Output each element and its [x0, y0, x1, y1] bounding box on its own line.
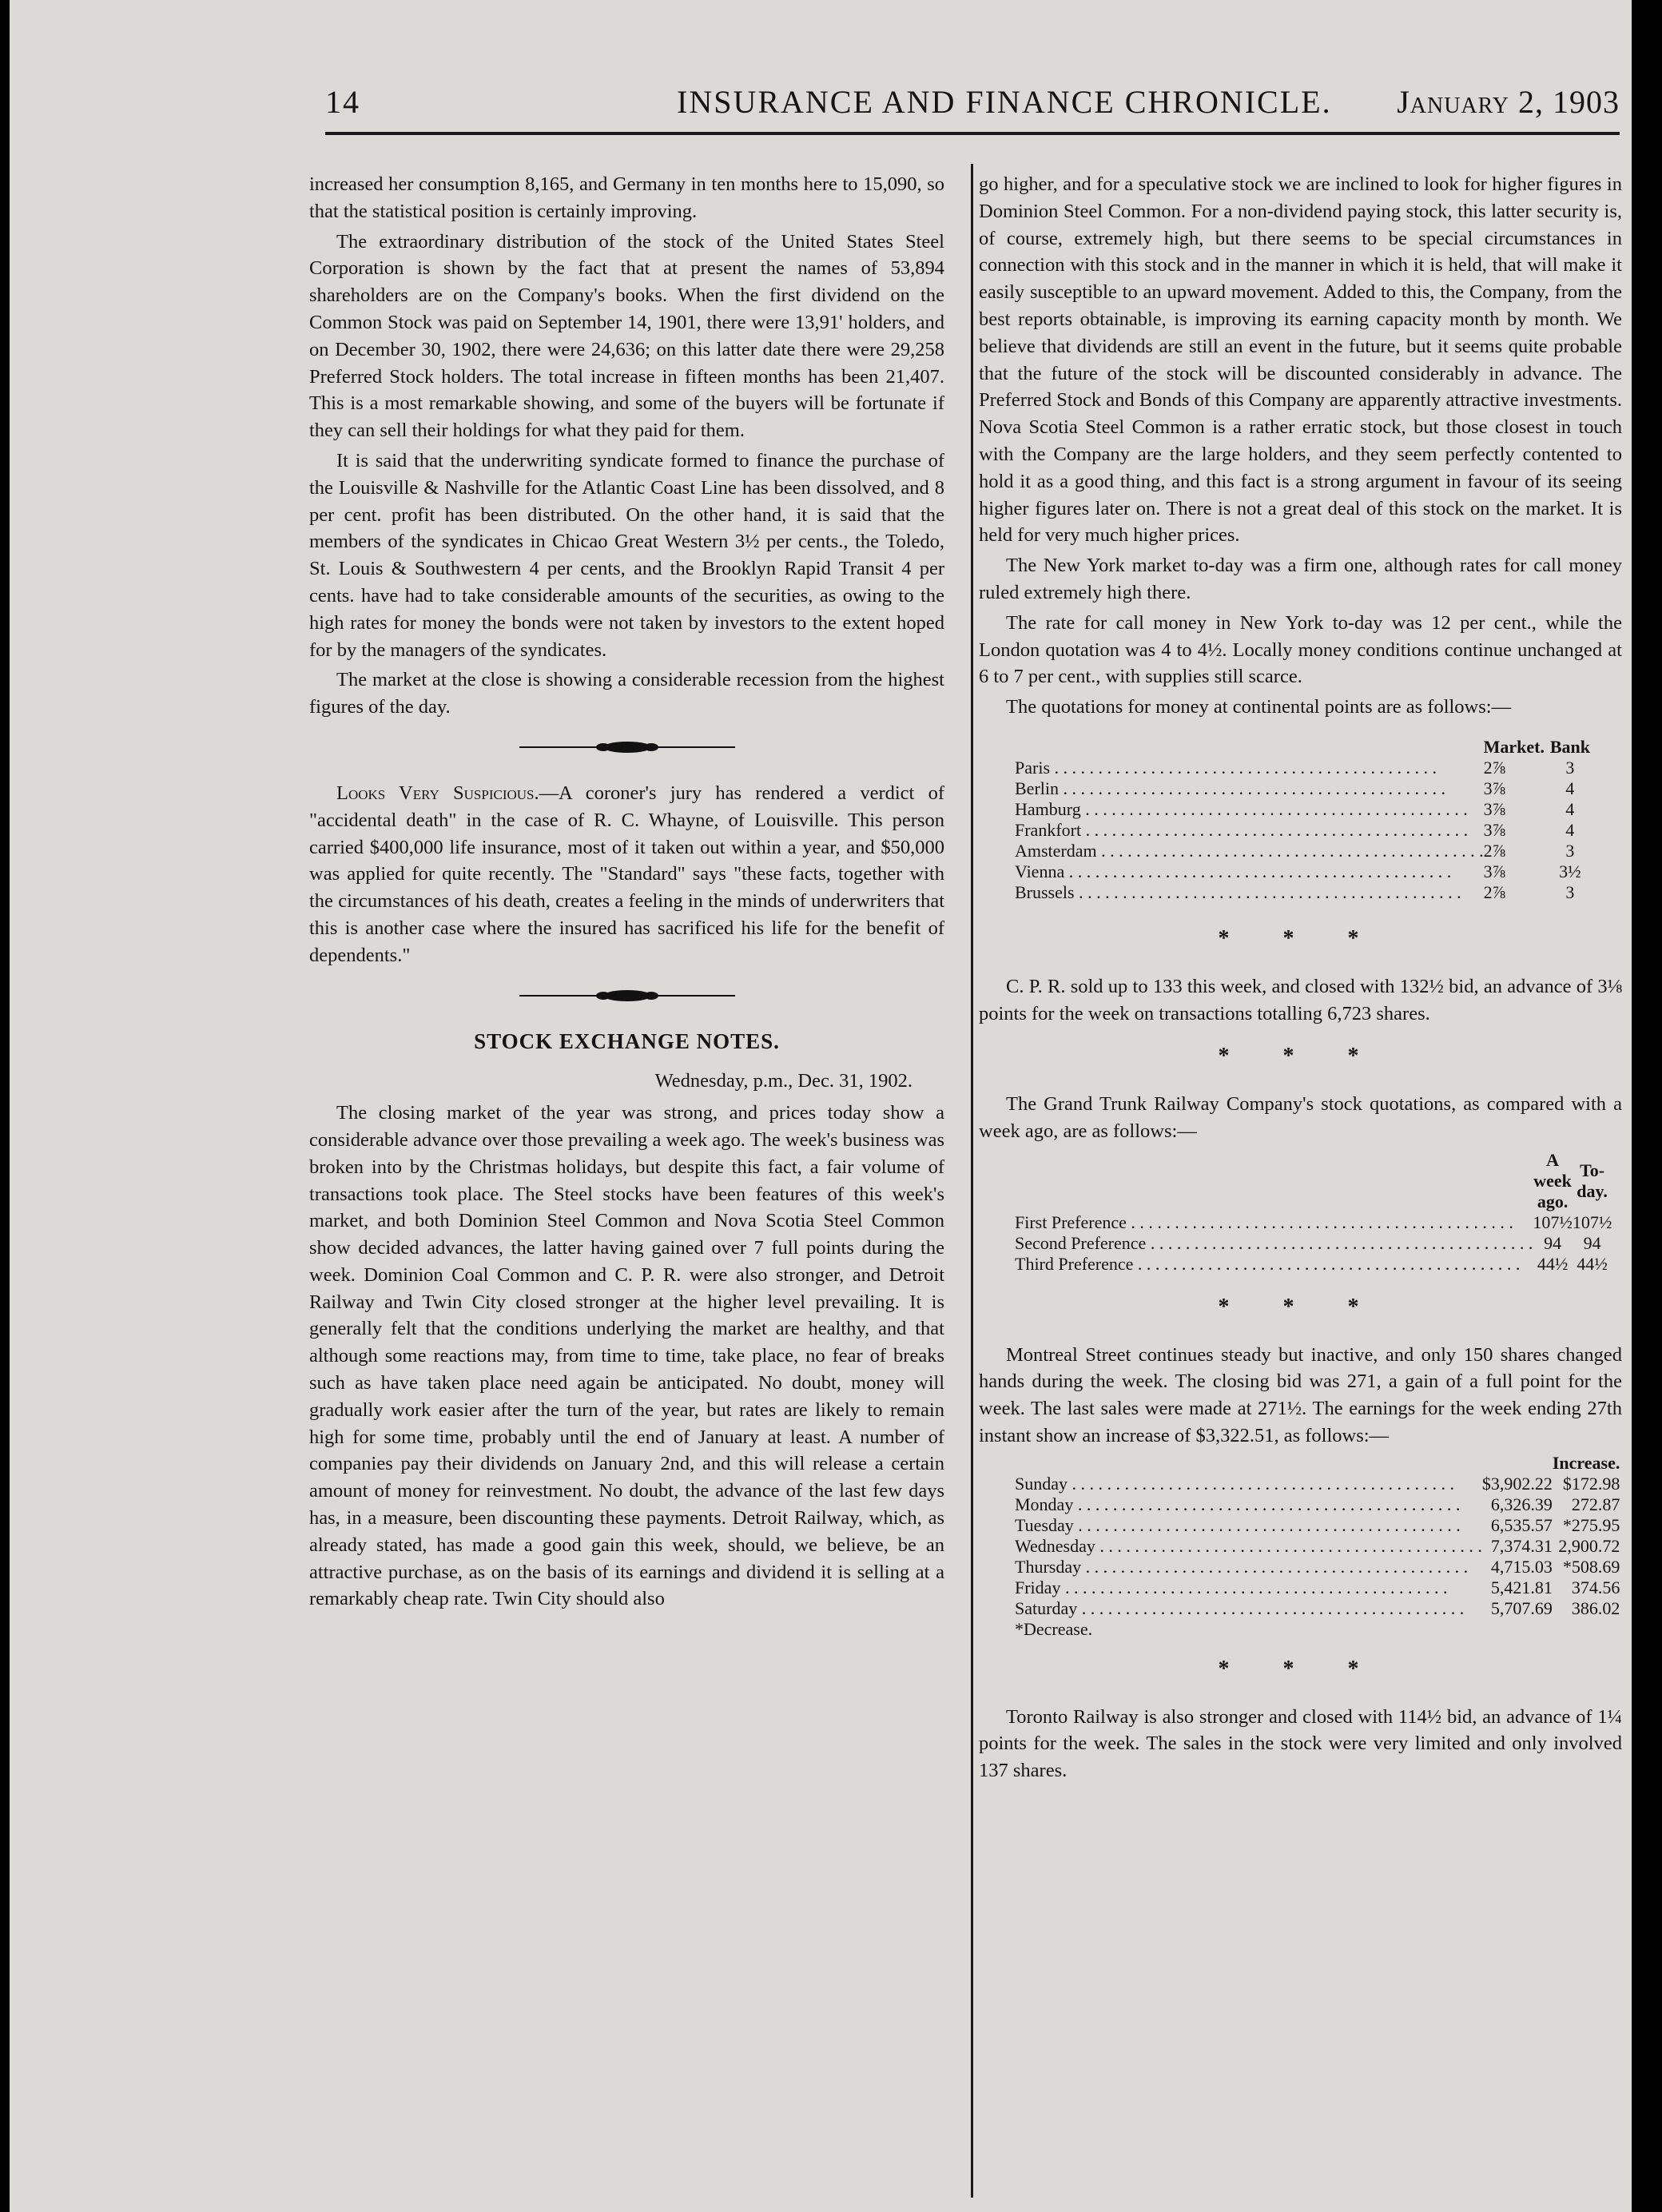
market-rate: 3⅞ [1483, 778, 1506, 798]
stock-name: First Preference . . . [1015, 1212, 1533, 1233]
bank-rate: 3 [1565, 881, 1575, 902]
place: Berlin . . . [1015, 778, 1484, 799]
table-row [1015, 1536, 1620, 1557]
item-body: —A coroner's jury has rendered a verdict of "accidental death" in the case of R. C. Whayne, of Louisville. This person carried $400,000 life insurance, most of it taken out within a year, and $50,000 was applied for quite recently. The "Standard" says "these facts, together with the circumstances of his death, creates a feeling in the minds of underwriters that this is another case where the insured has sacrificed his life for the benefit of dependents." [309, 782, 944, 966]
bank-rate: 3 [1565, 757, 1575, 778]
column-header: To-day. [1577, 1160, 1608, 1201]
bank-rate: 4 [1565, 798, 1575, 819]
table-row [1015, 758, 1590, 778]
earnings: 4,715.03 [1490, 1556, 1553, 1577]
market-rate: 3⅞ [1483, 798, 1506, 819]
paragraph: The market at the close is showing a considerable recession from the highest figures of the day. [309, 669, 944, 718]
increase: 2,900.72 [1558, 1535, 1620, 1556]
paragraph: Montreal Street continues steady but inactive, and only 150 shares changed hands during the week. The closing bid was 271, a gain of a full point for the week. The last sales were made at 271½. The earnings for the week ending 27th instant show an increase of $3,322.51, as follows:— [979, 1343, 1622, 1446]
week-ago-price: 94 [1544, 1232, 1562, 1253]
table-row [1015, 1254, 1612, 1275]
market-rate: 2⅞ [1483, 881, 1506, 902]
today-price: 44½ [1577, 1253, 1608, 1274]
table-row [1015, 820, 1590, 841]
paragraph: go higher, and for a speculative stock we are inclined to look for higher figures in Dominion Steel Common. For a non-dividend paying stock, this latter security is, of course, extremely high, but there seems to be special circumstances in connection with this stock and in the manner in which it is held, that will make it easily susceptible to an upward movement. Added to this, the Company, from the best reports obtainable, is improving its earning capacity month by month. We believe that dividends are still an event in the future, but it seems quite probable that the future of the stock will be discounted considerably in advance. The Preferred Stock and Bonds of this Company are apparently attractive investments. Nova Scotia Steel Common is a rather erratic stock, but those closest in touch with the Company are the large holders, and they seem perfectly contented to hold it as a good thing, and this fact is a strong argument in favour of its seeing higher figures later on. There is not a great deal of this stock on the market. It is held for very much higher prices. [979, 173, 1622, 547]
paragraph: increased her consumption 8,165, and Germany in ten months here to 15,090, so that the statistical position is certainly improving. [309, 173, 944, 222]
right-column [979, 171, 1622, 1788]
day: Thursday . . . [1015, 1557, 1482, 1577]
grand-trunk-table [1015, 1150, 1612, 1275]
table-row [1015, 1557, 1620, 1577]
place: Vienna . . . [1015, 861, 1484, 882]
increase: 272.87 [1571, 1494, 1620, 1514]
week-ago-price: 44½ [1537, 1253, 1569, 1274]
paragraph: The extraordinary distribution of the stock of the United States Steel Corporation is shown by the fact that at present the names of 53,894 shareholders are on the Company's books. When the first dividend on the Common Stock was paid on September 14, 1901, there were 13,91' holders, and on December 30, 1902, there were 24,636; on this latter date there were 29,258 Preferred Stock holders. The total increase in fifteen months has been 21,407. This is a most remarkable showing, and some of the buyers will be fortunate if they can sell their holdings for what they paid for them. [309, 230, 944, 442]
earnings: 7,374.31 [1490, 1535, 1553, 1556]
day: Saturday . . . [1015, 1598, 1482, 1619]
market-rate: 3⅞ [1483, 861, 1506, 881]
item-lead: Looks Very Suspicious. [336, 782, 539, 804]
ornamental-divider [519, 984, 735, 1008]
bank-rate: 3½ [1559, 861, 1581, 881]
table-row [1015, 1233, 1612, 1254]
stock-name: Third Preference . . . [1015, 1254, 1533, 1275]
dateline: Wednesday, p.m., Dec. 31, 1902. [654, 1070, 913, 1092]
table-row [1015, 1212, 1612, 1233]
money-rates-table [1015, 737, 1590, 903]
place: Paris . . . [1015, 758, 1484, 778]
table-row [1015, 841, 1590, 861]
increase: $172.98 [1562, 1473, 1620, 1494]
section-separator: * * * [1218, 1044, 1383, 1069]
table-footnote: *Decrease. [1015, 1618, 1093, 1639]
column-header: Bank [1549, 736, 1590, 757]
section-separator: * * * [1218, 925, 1383, 951]
paragraph: It is said that the underwriting syndicate formed to finance the purchase of the Louisville & Nashville for the Atlantic Coast Line has been dissolved, and 8 per cent. profit has been distributed. On the other hand, it is said that the members of the syndicates in Chicao Great Western 3½ per cents., the Toledo, St. Louis & Southwestern 4 per cents, and the Brooklyn Rapid Transit 4 per cents. have had to take considerable amounts of the securities, as owing to the high rates for money the bonds were not taken by investors to the extent hoped for by the managers of the syndicates. [309, 449, 944, 661]
bank-rate: 4 [1565, 778, 1575, 798]
column-header: Market. [1483, 736, 1545, 757]
table-row [1015, 1577, 1620, 1598]
earnings: 6,535.57 [1490, 1514, 1553, 1535]
left-column [309, 171, 944, 1616]
news-item [309, 780, 944, 969]
ornamental-divider [519, 735, 735, 759]
page-header [325, 78, 1620, 134]
market-rate: 2⅞ [1483, 840, 1506, 861]
increase: 374.56 [1571, 1577, 1620, 1597]
place: Hamburg . . . [1015, 799, 1484, 820]
paragraph: The New York market to-day was a firm one, although rates for call money ruled extremely high there. [979, 555, 1622, 603]
place: Amsterdam . . . [1015, 841, 1484, 861]
table-row [1015, 1598, 1620, 1619]
paragraph: The quotations for money at continental points are as follows:— [1006, 696, 1512, 718]
paragraph: The Grand Trunk Railway Company's stock quotations, as compared with a week ago, are as follows:— [979, 1093, 1622, 1142]
market-rate: 2⅞ [1483, 757, 1506, 778]
earnings: 5,707.69 [1490, 1597, 1553, 1618]
earnings: $3,902.22 [1481, 1473, 1553, 1494]
table-row [1015, 882, 1590, 903]
table-row [1015, 1474, 1620, 1494]
page-number: 14 [325, 84, 360, 120]
day: Monday . . . [1015, 1494, 1482, 1515]
today-price: 107½ [1572, 1211, 1612, 1232]
place: Brussels . . . [1015, 882, 1484, 903]
column-header: Increase. [1552, 1452, 1620, 1473]
today-price: 94 [1583, 1232, 1601, 1253]
paragraph: The rate for call money in New York to-day was 12 per cent., while the London quotation was 4 to 4½. Locally money conditions continue unchanged at 6 to 7 per cent., with supplies still scarce. [979, 611, 1622, 688]
table-row [1015, 861, 1590, 882]
table-row [1015, 799, 1590, 820]
column-header: A week ago. [1533, 1149, 1572, 1211]
table-row [1015, 1515, 1620, 1536]
issue-date: January 2, 1903 [1397, 84, 1620, 120]
stock-name: Second Preference . . . [1015, 1233, 1533, 1254]
day: Sunday . . . [1015, 1474, 1482, 1494]
publication-title: INSURANCE AND FINANCE CHRONICLE. [677, 84, 1332, 120]
section-separator: * * * [1218, 1656, 1383, 1681]
table-row [1015, 1494, 1620, 1515]
day: Wednesday . . . [1015, 1536, 1482, 1557]
section-separator: * * * [1218, 1294, 1383, 1319]
earnings: 6,326.39 [1490, 1494, 1553, 1514]
paragraph: The closing market of the year was strong, and prices today show a considerable advance over those prevailing a week ago. The week's business was broken into by the Christmas holidays, but despite this fact, a fair volume of transactions took place. The Steel stocks have been features of this week's market, and both Dominion Steel Common and Nova Scotia Steel Common show decided advances, the latter having gained over 7 full points during the week. Dominion Coal Common and C. P. R. were also stronger, and Detroit Railway and Twin City closed stronger at the higher level prevailing. It is generally felt that the conditions underlying the market are healthy, and that although some reactions may, from time to time, take place, no fear of breaks such as have taken place need again be anticipated. No doubt, money will gradually work easier after the turn of the year, but rates are likely to remain high for some time, probably until the end of January at least. A number of companies pay their dividends on January 2nd, and this will release a certain amount of money for reinvestment. No doubt, the advance of the last few days has, in a measure, been discounting these payments. Detroit Railway, which, as already stated, has made a good gain this week, should, we believe, be an attractive purchase, as on the basis of its earnings and dividend it is selling at a remarkably cheap rate. Twin City should also [309, 1102, 944, 1610]
week-ago-price: 107½ [1533, 1211, 1573, 1232]
table-row [1015, 778, 1590, 799]
bank-rate: 3 [1565, 840, 1575, 861]
day: Tuesday . . . [1015, 1515, 1482, 1536]
increase: *508.69 [1562, 1556, 1620, 1577]
paragraph: Toronto Railway is also stronger and closed with 114½ bid, an advance of 1¼ points for the week. The sales in the stock were very limited and only involved 137 shares. [979, 1705, 1622, 1782]
increase: 386.02 [1571, 1597, 1620, 1618]
bank-rate: 4 [1565, 819, 1575, 840]
section-heading: STOCK EXCHANGE NOTES. [474, 1028, 780, 1053]
increase: *275.95 [1562, 1514, 1620, 1535]
market-rate: 3⅞ [1483, 819, 1506, 840]
newspaper-page [10, 0, 1632, 2212]
header-rule [325, 132, 1620, 135]
place: Frankfort . . . [1015, 820, 1484, 841]
earnings: 5,421.81 [1490, 1577, 1553, 1597]
column-divider [971, 164, 973, 2198]
paragraph: C. P. R. sold up to 133 this week, and closed with 132½ bid, an advance of 3⅛ points for the week on transactions totalling 6,723 shares. [979, 975, 1622, 1024]
day: Friday . . . [1015, 1577, 1482, 1598]
earnings-table [1015, 1453, 1620, 1640]
